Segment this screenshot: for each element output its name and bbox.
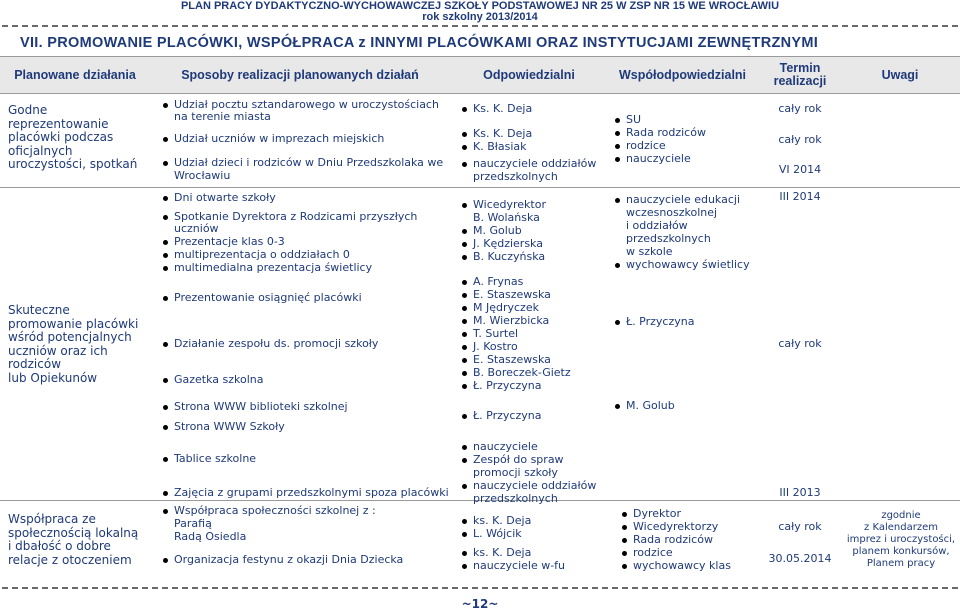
column-notes: Uwagi xyxy=(881,67,919,82)
term-value: III 2013 xyxy=(779,486,821,499)
co-responsible-item-cont: i oddziałów xyxy=(626,219,688,232)
goal-text: oficjalnych xyxy=(8,143,73,158)
document-header-line2: rok szkolny 2013/2014 xyxy=(422,11,538,23)
responsible-item: Ks. K. Deja xyxy=(473,127,533,140)
method-item-cont: uczniów xyxy=(174,222,219,235)
responsible-item: E. Staszewska xyxy=(473,288,551,301)
page-number: ~12~ xyxy=(461,597,499,611)
document-header-line1: PLAN PRACY DYDAKTYCZNO-WYCHOWAWCZEJ SZKOŁY PODSTAWOWEJ NR 25 W ZSP NR 15 WE WROCŁAWIU xyxy=(180,0,780,12)
co-responsible-item-cont: w szkole xyxy=(626,245,673,258)
responsible-item: J. Kostro xyxy=(473,340,518,353)
co-responsible-item: rodzice xyxy=(633,546,673,559)
column-term xyxy=(760,57,840,93)
responsible-item: ks. K. Deja xyxy=(473,546,532,559)
responsible-item: A. Frynas xyxy=(473,275,524,288)
responsible-item: B. Boreczek-Gietz xyxy=(473,366,571,379)
method-item: Dni otwarte szkoły xyxy=(174,191,276,204)
responsible-item-cont: promocji szkoły xyxy=(473,466,558,479)
co-responsible-item: Rada rodziców xyxy=(626,126,706,139)
method-item-cont: Parafią xyxy=(174,517,212,530)
responsible-item: nauczyciele oddziałów xyxy=(473,157,597,170)
responsible-item: M. Wierzbicka xyxy=(473,314,550,327)
notes-value: z Kalendarzem xyxy=(864,522,938,533)
co-responsible-item: nauczyciele edukacji xyxy=(626,193,741,206)
goal-text: promowanie placówki xyxy=(8,316,139,331)
goal-text: wśród potencjalnych xyxy=(8,330,132,344)
method-item-cont: Wrocławiu xyxy=(174,169,231,182)
responsible-item: J. Kędzierska xyxy=(473,237,543,250)
method-item-cont: Radą Osiedla xyxy=(174,530,247,543)
column-term-line2: realizacji xyxy=(773,74,827,88)
co-responsible-item: wychowawcy świetlicy xyxy=(626,258,750,271)
goal-community xyxy=(8,513,138,567)
goal-text: Skuteczne xyxy=(8,303,70,317)
responsible-item: Ks. K. Deja xyxy=(473,102,533,115)
section-title: VII. PROMOWANIE PLACÓWKI, WSPÓŁPRACA z INNYMI PLACÓWKAMI ORAZ INSTYTUCJAMI ZEWNĘTRZNYMI xyxy=(20,35,819,51)
method-item-cont: na terenie miasta xyxy=(174,110,271,123)
co-responsible-item: Dyrektor xyxy=(633,507,681,520)
top-dashed-divider xyxy=(2,25,958,27)
goal-text: placówki podczas xyxy=(8,130,114,144)
goal-promotion xyxy=(8,304,138,385)
responsible-item: B. Kuczyńska xyxy=(473,250,546,263)
goal-text: relacje z otoczeniem xyxy=(8,552,132,567)
term-value: VI 2014 xyxy=(778,163,822,176)
method-item: Zajęcia z grupami przedszkolnymi spoza placówki xyxy=(174,486,449,499)
co-responsible-item: SU xyxy=(626,113,642,126)
co-responsible-item: Wicedyrektorzy xyxy=(633,520,719,533)
co-responsible-item-cont: wczesnoszkolnej xyxy=(626,206,718,219)
goal-text: uczniów oraz ich xyxy=(8,343,108,358)
responsible-item: nauczyciele oddziałów xyxy=(473,479,597,492)
row-divider xyxy=(0,187,960,188)
responsible-item: Ł. Przyczyna xyxy=(473,409,542,422)
goal-text: Godne xyxy=(8,103,48,117)
goal-text: i dbałość o dobre xyxy=(8,539,111,553)
method-item: Prezentowanie osiągnięć placówki xyxy=(174,291,362,304)
responsible-item: M Jędryczek xyxy=(473,301,539,314)
method-item: Działanie zespołu ds. promocji szkoły xyxy=(174,337,379,350)
responsible-item: M. Golub xyxy=(473,224,522,237)
notes-value: zgodnie xyxy=(881,510,921,521)
goal-text: rodziców xyxy=(8,357,62,371)
column-responsible: Odpowiedzialni xyxy=(483,67,575,82)
responsible-item: E. Staszewska xyxy=(473,353,551,366)
responsible-item: L. Wójcik xyxy=(473,527,522,540)
method-item: Tablice szkolne xyxy=(174,452,257,465)
column-term-line1: Termin xyxy=(779,61,821,75)
goal-text: społecznością lokalną xyxy=(8,525,139,540)
method-item: Spotkanie Dyrektora z Rodzicami przyszłych xyxy=(174,210,418,223)
method-item: Współpraca społeczności szkolnej z : xyxy=(174,504,376,517)
term-value: cały rok xyxy=(778,133,822,146)
term-value: cały rok xyxy=(778,102,822,115)
goal-representation xyxy=(8,104,137,172)
notes-value: imprez i uroczystości, xyxy=(846,534,956,545)
co-responsible-item: M. Golub xyxy=(626,399,675,412)
co-responsible-item: Ł. Przyczyna xyxy=(626,315,695,328)
goal-text: lub Opiekunów xyxy=(8,370,98,385)
term-value: III 2014 xyxy=(779,190,821,203)
responsible-item-cont: B. Wolańska xyxy=(473,211,540,224)
notes-value: planem konkursów, xyxy=(852,546,950,557)
responsible-item: T. Surtel xyxy=(473,327,519,340)
method-item: Organizacja festynu z okazji Dnia Dziecka xyxy=(174,553,404,566)
goal-text: reprezentowanie xyxy=(8,116,109,131)
method-item: Strona WWW biblioteki szkolnej xyxy=(174,400,348,413)
co-responsible-item: wychowawcy klas xyxy=(633,559,731,572)
responsible-item: Zespół do spraw xyxy=(473,453,564,466)
co-responsible-item-cont: przedszkolnych xyxy=(626,232,711,245)
column-methods: Sposoby realizacji planowanych działań xyxy=(181,67,419,82)
responsible-item-cont: przedszkolnych xyxy=(473,170,558,183)
term-value: 30.05.2014 xyxy=(768,552,832,565)
table-header xyxy=(0,56,960,94)
method-item: multiprezentacja o oddziałach 0 xyxy=(174,248,350,261)
co-responsible-item: Rada rodziców xyxy=(633,533,713,546)
method-item: multimedialna prezentacja świetlicy xyxy=(174,261,373,274)
notes-value: Planem pracy xyxy=(866,558,936,569)
column-planned: Planowane działania xyxy=(14,67,136,82)
method-item: Prezentacje klas 0-3 xyxy=(174,235,285,248)
method-item: Udział dzieci i rodziców w Dniu Przedszkolaka we xyxy=(174,156,444,169)
goal-text: uroczystości, spotkań xyxy=(8,157,138,171)
term-value: cały rok xyxy=(778,520,822,533)
method-item: Udział uczniów w imprezach miejskich xyxy=(174,132,385,145)
responsible-item: nauczyciele w-fu xyxy=(473,559,566,572)
co-responsible-item: nauczyciele xyxy=(626,152,691,165)
method-item: Gazetka szkolna xyxy=(174,373,264,386)
responsible-item: Ł. Przyczyna xyxy=(473,379,542,392)
responsible-item: K. Błasiak xyxy=(473,140,527,153)
responsible-item: nauczyciele xyxy=(473,440,538,453)
responsible-item-cont: przedszkolnych xyxy=(473,492,558,505)
method-item: Udział pocztu sztandarowego w uroczystościach xyxy=(174,98,439,111)
term-value: cały rok xyxy=(778,337,822,350)
co-responsible-item: rodzice xyxy=(626,139,666,152)
responsible-item: Wicedyrektor xyxy=(473,198,546,211)
bottom-dashed-divider xyxy=(2,587,958,589)
method-item: Strona WWW Szkoły xyxy=(174,420,285,433)
responsible-item: ks. K. Deja xyxy=(473,514,532,527)
goal-text: Współpraca ze xyxy=(8,512,96,526)
column-co-responsible: Współodpowiedzialni xyxy=(618,67,747,82)
